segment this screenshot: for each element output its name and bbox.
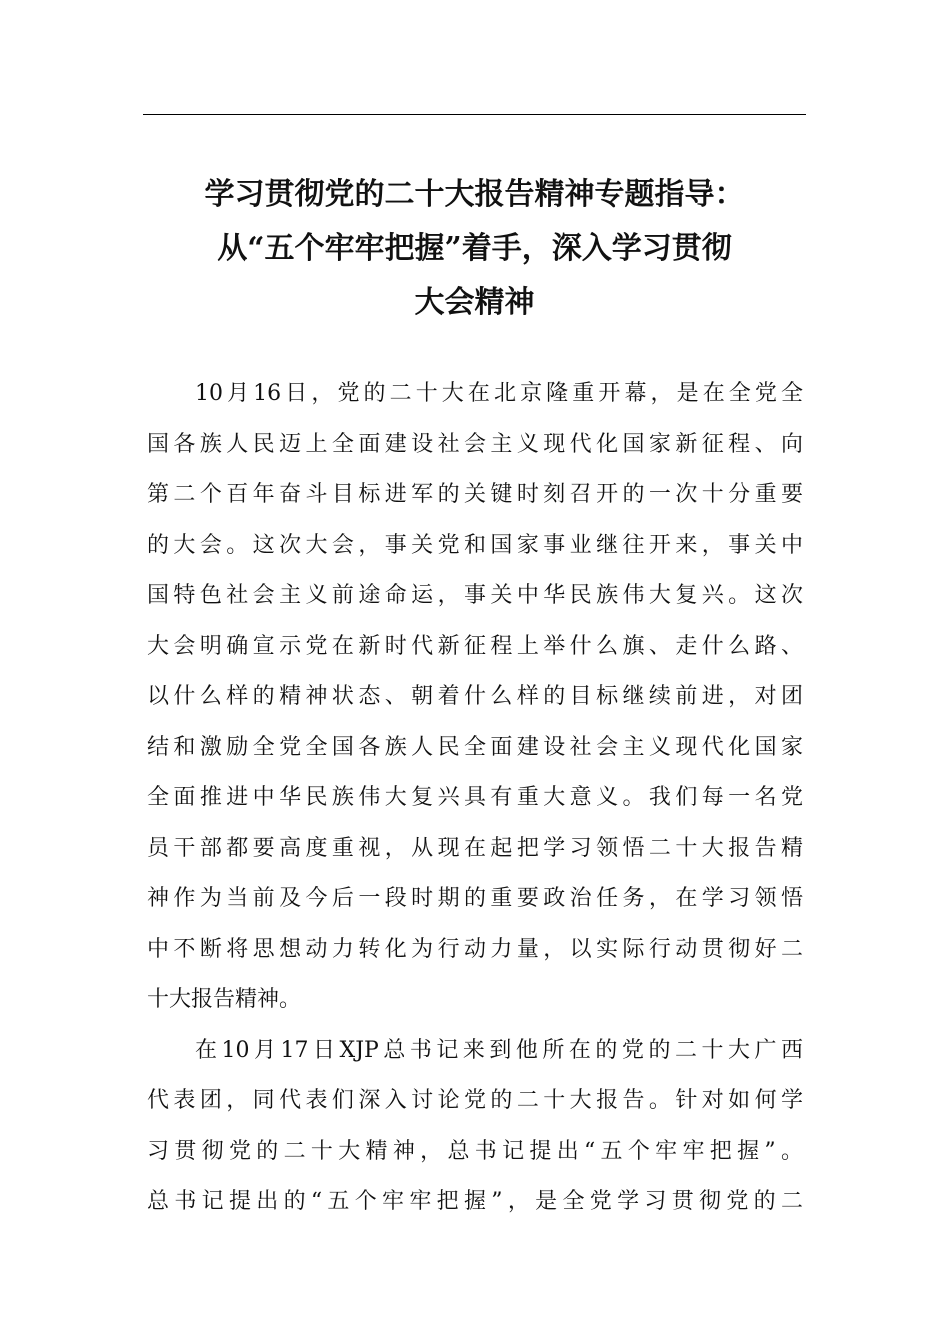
paragraph-line: 的大会。这次大会，事关党和国家事业继往开来，事关中	[147, 532, 803, 558]
title-line: 从“五个牢牢把握”着手，深入学习贯彻	[217, 231, 732, 266]
paragraph-line: 习贯彻党的二十大精神，总书记提出“五个牢牢把握”。	[147, 1138, 803, 1164]
title-line: 学习贯彻党的二十大报告精神专题指导：	[204, 177, 745, 212]
paragraph-line: 全面推进中华民族伟大复兴具有重大意义。我们每一名党	[147, 785, 803, 810]
paragraph-line: 以什么样的精神状态、朝着什么样的目标继续前进，对团	[147, 684, 803, 709]
paragraph-line: 代表团，同代表们深入讨论党的二十大报告。针对如何学	[147, 1088, 803, 1113]
paragraph-line: 员干部都要高度重视，从现在起把学习领悟二十大报告精	[147, 835, 803, 861]
paragraph-line: 总书记提出的“五个牢牢把握”，是全党学习贯彻党的二	[147, 1189, 803, 1214]
paragraph-line: 在10月17日XJP总书记来到他所在的党的二十大广西	[195, 1037, 803, 1063]
paragraph-line: 结和激励全党全国各族人民全面建设社会主义现代化国家	[147, 734, 803, 760]
paragraph-line: 大会明确宣示党在新时代新征程上举什么旗、走什么路、	[147, 633, 803, 659]
paragraph-line: 10月16日，党的二十大在北京隆重开幕，是在全党全	[195, 381, 803, 406]
paragraph-2	[147, 1026, 803, 1228]
paragraph-line: 中不断将思想动力转化为行动力量，以实际行动贯彻好二	[147, 936, 803, 962]
paragraph-line: 第二个百年奋斗目标进军的关键时刻召开的一次十分重要	[147, 482, 803, 507]
paragraph-line: 国各族人民迈上全面建设社会主义现代化国家新征程、向	[147, 431, 803, 457]
paragraph-line: 神作为当前及今后一段时期的重要政治任务，在学习领悟	[147, 886, 803, 911]
paragraph-1	[147, 369, 803, 1026]
title-line: 大会精神	[414, 285, 535, 320]
paragraph-line: 十大报告精神。	[147, 987, 302, 1012]
header-rule	[143, 114, 806, 115]
document-title	[143, 168, 806, 330]
document-body	[147, 369, 803, 1228]
paragraph-line: 国特色社会主义前途命运，事关中华民族伟大复兴。这次	[147, 583, 803, 608]
